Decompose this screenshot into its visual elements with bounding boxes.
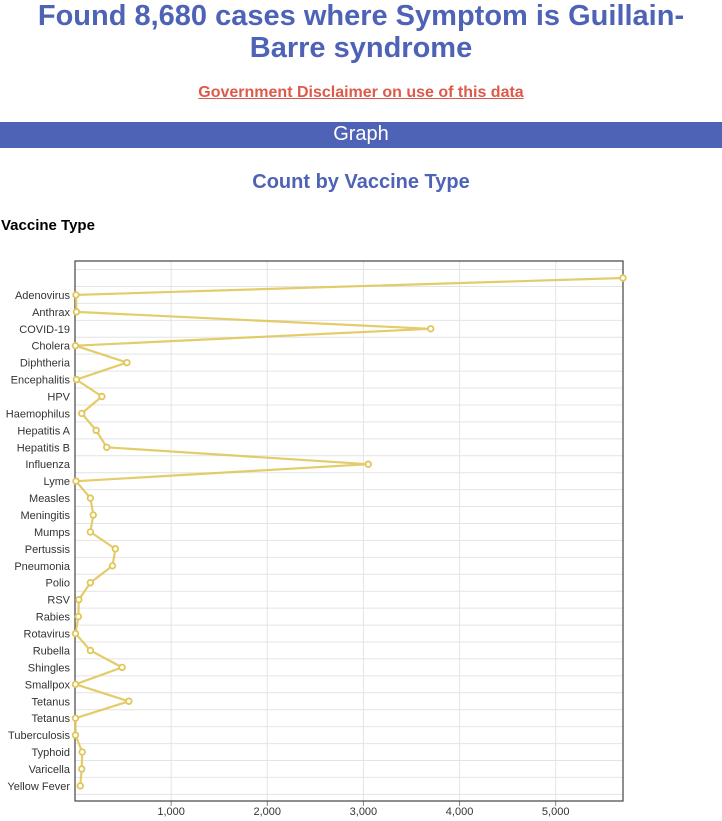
data-point: [110, 563, 116, 569]
y-tick-label: Shingles: [27, 662, 70, 675]
x-tick-label: 4,000: [445, 806, 474, 818]
data-point: [88, 580, 94, 586]
graph-section-header: Graph: [0, 122, 722, 148]
y-tick-label: Pertussis: [24, 543, 70, 556]
data-point: [620, 275, 626, 281]
y-tick-label: Smallpox: [24, 679, 70, 692]
data-point: [73, 292, 79, 298]
chart-title: Count by Vaccine Type: [252, 171, 470, 193]
data-point: [104, 445, 110, 451]
y-tick-label: RSV: [47, 594, 70, 607]
y-tick-label: Polio: [45, 577, 70, 590]
y-tick-label: Tuberculosis: [8, 730, 70, 743]
x-tick-label: 2,000: [253, 806, 282, 818]
data-point: [73, 631, 79, 637]
data-point: [79, 749, 85, 755]
y-tick-label: Hepatitis B: [16, 442, 70, 455]
y-tick-label: Typhoid: [31, 747, 70, 760]
data-point: [88, 648, 94, 654]
y-tick-label: Lyme: [43, 476, 70, 489]
data-point: [90, 512, 96, 518]
y-tick-label: Diphtheria: [19, 357, 70, 370]
y-tick-label: Rubella: [32, 645, 70, 658]
data-point: [73, 478, 79, 484]
data-point: [76, 597, 82, 603]
y-tick-label: Haemophilus: [5, 408, 70, 421]
data-point: [79, 766, 85, 772]
data-point: [73, 682, 79, 688]
data-point: [74, 377, 80, 383]
data-point: [126, 698, 132, 704]
data-point: [88, 529, 94, 535]
y-tick-label: HPV: [47, 391, 70, 404]
data-point: [77, 783, 83, 789]
y-tick-label: Influenza: [25, 459, 70, 472]
y-tick-label: Rabies: [35, 611, 70, 624]
data-point: [88, 495, 94, 501]
y-tick-label: Rotavirus: [23, 628, 70, 641]
data-point: [428, 326, 434, 332]
data-point: [124, 360, 130, 366]
data-point: [74, 309, 80, 315]
y-tick-label: Mumps: [33, 526, 70, 539]
data-point: [76, 614, 82, 620]
y-tick-label: Varicella: [28, 763, 70, 776]
data-point: [365, 461, 371, 467]
y-tick-label: COVID-19: [19, 323, 70, 336]
data-point: [93, 428, 99, 434]
y-tick-label: Hepatitis A: [17, 425, 70, 438]
x-tick-label: 3,000: [349, 806, 378, 818]
y-tick-label: Anthrax: [32, 306, 70, 319]
x-tick-label: 5,000: [541, 806, 570, 818]
data-point: [73, 715, 79, 721]
disclaimer-link[interactable]: Government Disclaimer on use of this data: [198, 84, 524, 101]
data-point: [73, 732, 79, 738]
y-tick-label: Meningitis: [20, 510, 70, 523]
y-tick-label: Tetanus: [31, 713, 70, 726]
data-point: [113, 546, 119, 552]
y-tick-label: Cholera: [31, 340, 70, 353]
y-tick-label: Encephalitis: [10, 374, 70, 387]
x-tick-label: 1,000: [157, 806, 185, 818]
data-point: [99, 394, 105, 400]
data-point: [73, 343, 79, 349]
y-tick-label: Adenovirus: [14, 289, 70, 302]
data-point: [79, 411, 85, 417]
y-tick-label: Yellow Fever: [7, 780, 70, 793]
y-tick-label: Pneumonia: [14, 560, 70, 573]
page-title: Found 8,680 cases where Symptom is Guillain-Barre syndrome: [37, 0, 685, 64]
data-point: [119, 665, 125, 671]
y-axis-title: Vaccine Type: [1, 217, 95, 234]
y-tick-label: Measles: [29, 493, 70, 506]
y-tick-label: Tetanus: [31, 696, 70, 709]
